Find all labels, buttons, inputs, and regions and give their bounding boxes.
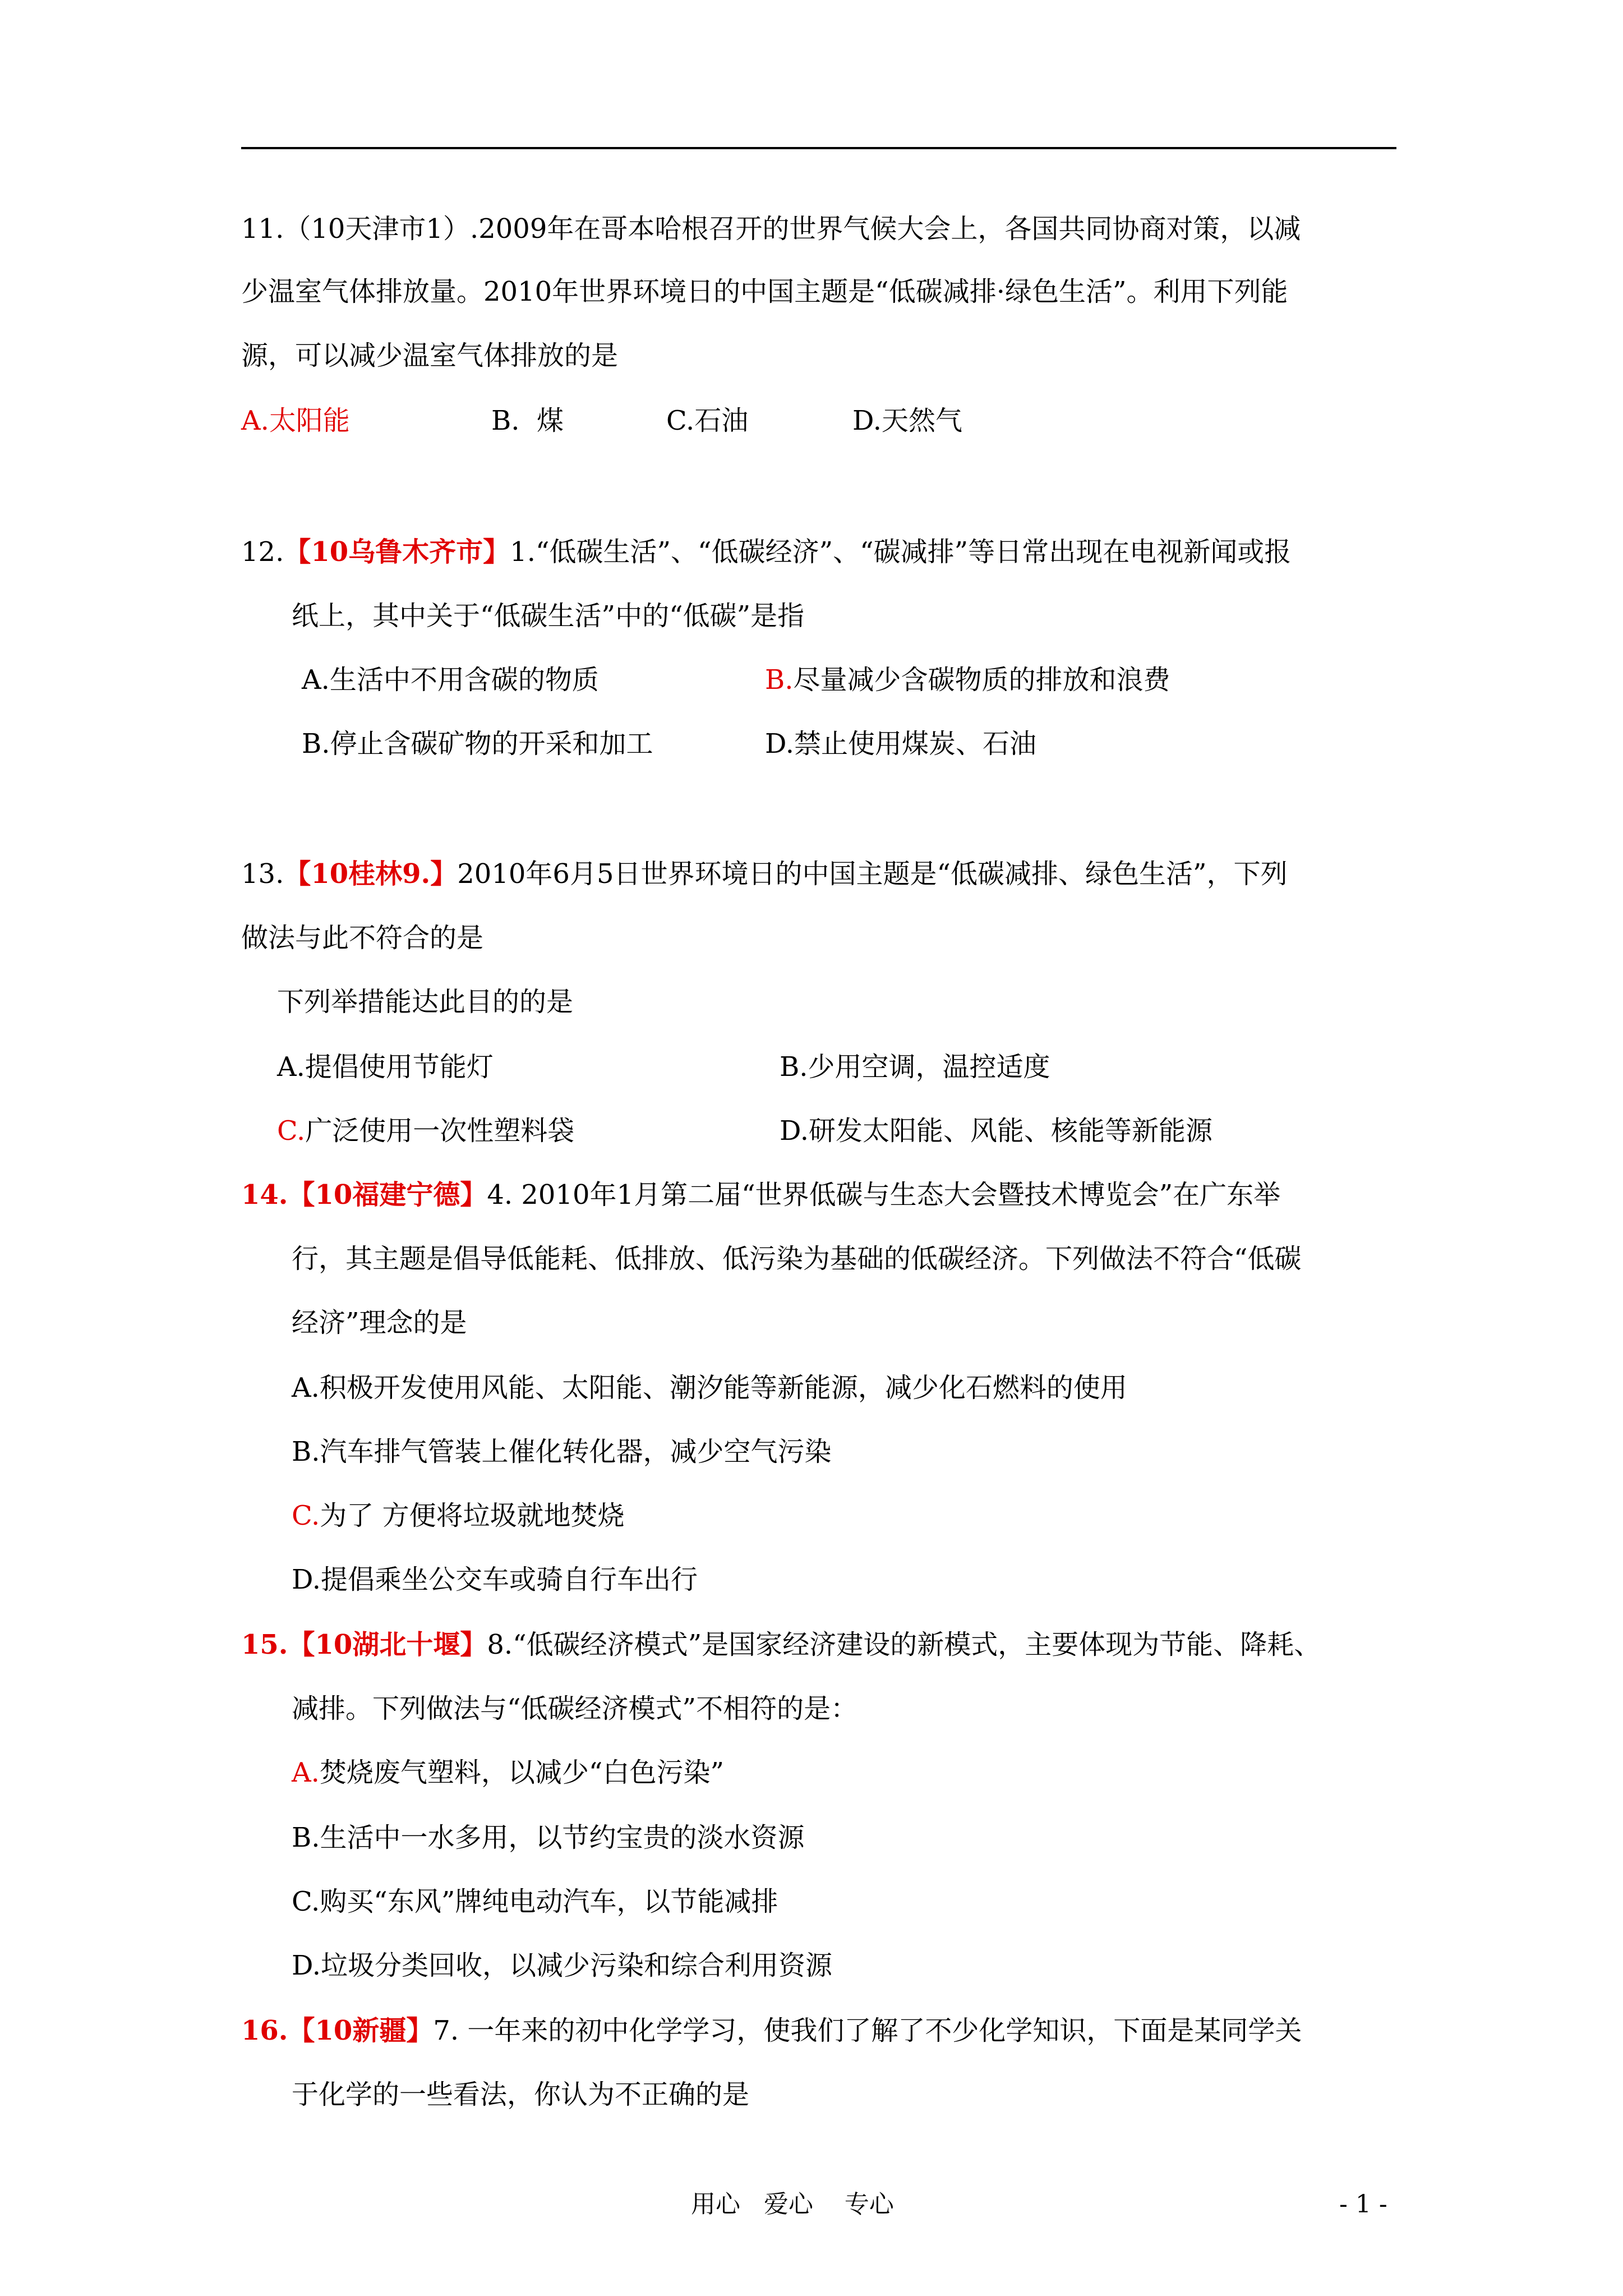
q14-line-2: 行，其主题是倡导低能耗、低排放、低污染为基础的低碳经济。下列做法不符合“低碳 [292, 1243, 1302, 1274]
q13-option-c [277, 1114, 574, 1148]
q16-line-2: 于化学的一些看法，你认为不正确的是 [292, 2079, 750, 2110]
q16-stem-start: 7. 一年来的初中化学学习，使我们了解了不少化学知识，下面是某同学关 [433, 2015, 1302, 2046]
q13-number: 13. [241, 858, 284, 890]
q13-option-a: A.提倡使用节能灯 [277, 1051, 494, 1083]
q13-line-2: 做法与此不符合的是 [241, 922, 484, 954]
q13-stem-start: 2010年6月5日世界环境日的中国主题是“低碳减排、绿色生活”，下列 [457, 858, 1288, 890]
q15-option-a-letter: A. [292, 1757, 320, 1788]
q14-line-1 [241, 1178, 1280, 1212]
header-rule [241, 147, 1396, 149]
q11-line-3: 源，可以减少温室气体排放的是 [241, 340, 619, 371]
q14-source: 【10福建宁德】 [288, 1179, 487, 1211]
q14-option-c [292, 1499, 625, 1533]
q12-option-d: D.禁止使用煤炭、石油 [765, 728, 1037, 760]
q13-option-c-text: 广泛使用一次性塑料袋 [305, 1115, 575, 1147]
q12-option-a: A.生活中不用含碳的物质 [302, 664, 599, 696]
q15-stem-start: 8.“低碳经济模式”是国家经济建设的新模式，主要体现为节能、降耗、 [487, 1629, 1321, 1660]
q15-source: 【10湖北十堰】 [288, 1629, 487, 1660]
q12-stem-start: 1.“低碳生活”、“低碳经济”、“碳减排”等日常出现在电视新闻或报 [510, 536, 1292, 568]
q14-number: 14. [241, 1179, 288, 1211]
q11-option-d: D.天然气 [852, 405, 963, 436]
q16-line-1 [241, 2014, 1302, 2047]
q11-option-b: B. 煤 [491, 405, 564, 436]
q14-option-a: A.积极开发使用风能、太阳能、潮汐能等新能源，减少化石燃料的使用 [292, 1372, 1127, 1404]
q11-line-2: 少温室气体排放量。2010年世界环境日的中国主题是“低碳减排·绿色生活”。利用下列能 [241, 276, 1288, 307]
q14-option-c-letter: C. [292, 1500, 320, 1531]
q15-line-2: 减排。下列做法与“低碳经济模式”不相符的是： [292, 1693, 858, 1724]
q14-line-3: 经济”理念的是 [292, 1307, 467, 1338]
q12-option-b-text: 尽量减少含碳物质的排放和浪费 [793, 664, 1170, 696]
q11-option-a: A.太阳能 [241, 405, 350, 436]
q12-option-b-letter: B. [765, 664, 794, 696]
footer-motto: 用心 爱心 专心 [691, 2190, 894, 2219]
q13-line-3: 下列举措能达此目的的是 [277, 986, 574, 1018]
q13-option-c-letter: C. [277, 1115, 306, 1147]
q14-option-d: D.提倡乘坐公交车或骑自行车出行 [292, 1564, 698, 1595]
q12-source: 【10乌鲁木齐市】 [284, 536, 510, 568]
q15-number: 15. [241, 1629, 288, 1660]
page-number: - 1 - [1339, 2190, 1387, 2219]
q11-option-c: C.石油 [666, 405, 749, 436]
q11-line-1: 11.（10天津市1）.2009年在哥本哈根召开的世界气候大会上，各国共同协商对策，以减 [241, 213, 1301, 245]
q13-line-1 [241, 857, 1288, 891]
q15-option-b: B.生活中一水多用，以节约宝贵的淡水资源 [292, 1822, 805, 1853]
q12-number: 12. [241, 536, 284, 568]
q13-source: 【10桂林9.】 [284, 858, 458, 890]
q13-option-b: B.少用空调，温控适度 [780, 1051, 1050, 1083]
q12-line-2: 纸上，其中关于“低碳生活”中的“低碳”是指 [292, 600, 805, 632]
q15-option-a [292, 1756, 724, 1789]
q13-option-d: D.研发太阳能、风能、核能等新能源 [780, 1115, 1213, 1147]
q15-option-c: C.购买“东风”牌纯电动汽车，以节能减排 [292, 1886, 778, 1917]
q14-option-c-text: 为了 方便将垃圾就地焚烧 [320, 1500, 625, 1531]
q16-source: 【10新疆】 [288, 2015, 434, 2046]
q16-number: 16. [241, 2015, 288, 2046]
q12-option-c: B.停止含碳矿物的开采和加工 [302, 728, 653, 760]
q12-line-1 [241, 535, 1291, 569]
q12-option-b [765, 663, 1170, 697]
q15-option-d: D.垃圾分类回收，以减少污染和综合利用资源 [292, 1950, 833, 1981]
q15-option-a-text: 焚烧废气塑料，以减少“白色污染” [319, 1757, 725, 1788]
q14-stem-start: 4. 2010年1月第二届“世界低碳与生态大会暨技术博览会”在广东举 [487, 1179, 1281, 1211]
q15-line-1 [241, 1628, 1321, 1662]
q14-option-b: B.汽车排气管装上催化转化器，减少空气污染 [292, 1436, 832, 1467]
